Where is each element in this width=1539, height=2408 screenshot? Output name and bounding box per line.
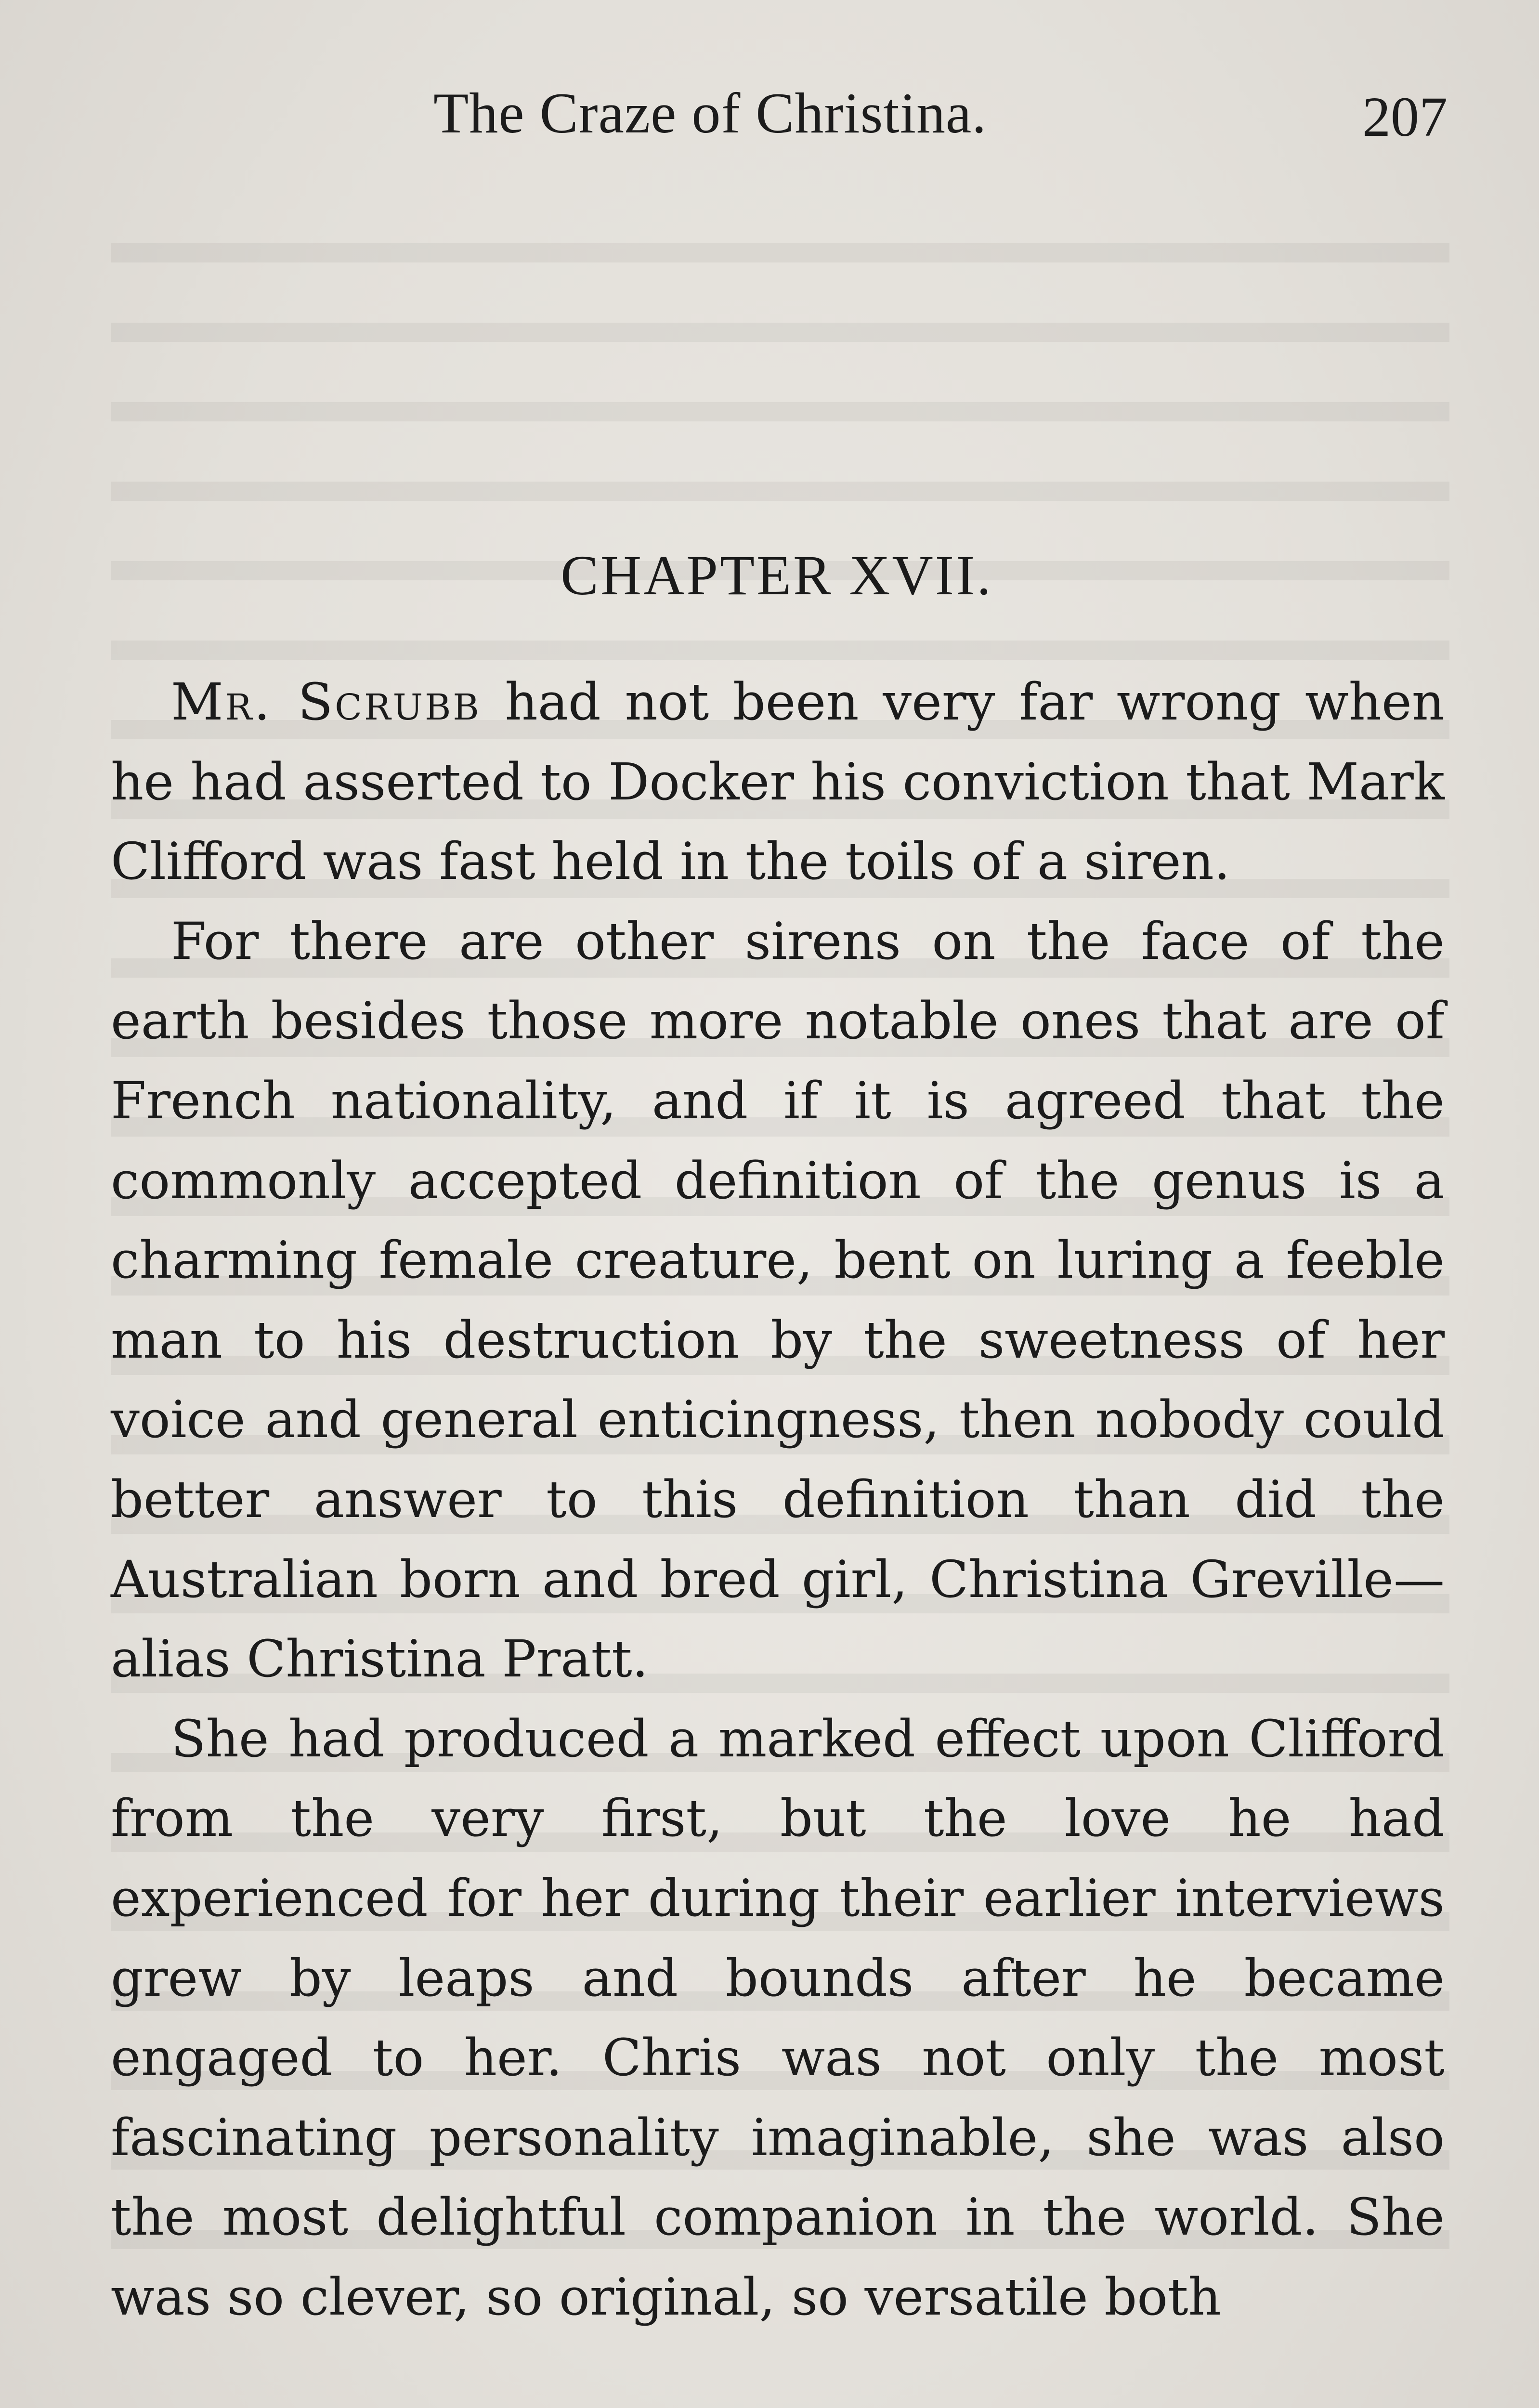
paragraph-lead: Mr. Scrubb <box>171 672 481 732</box>
body-text <box>111 662 1445 2337</box>
running-head <box>0 75 1539 171</box>
paragraph-text: had not been very far wrong when he had asserted to Docker his conviction that Mark Clifford was fast held in the toils of a siren. <box>111 672 1445 891</box>
paragraph-3: She had produced a marked effect upon Clifford from the very first, but the love he had experienced for her during their earlier interviews grew by leaps and bounds after he became engaged to her. Chris was not only the most fascinating personality imaginable, she was also the most delightful companion in the world. She was so clever, so original, so versatile both <box>111 1709 1445 2327</box>
paragraph-2: For there are other sirens on the face of the earth besides those more notable ones that are of French nationality, and if it is agreed that the commonly accepted definition of the genus is a charming female creature, bent on luring a feeble man to his destruction by the sweetness of her voice and general enticingness, then nobody could better answer to this definition than did the Australian born and bred girl, Christina Greville—alias Christina Pratt. <box>111 911 1445 1689</box>
page-number: 207 <box>1362 85 1448 148</box>
paragraph-1 <box>111 662 1445 902</box>
chapter-heading: CHAPTER XVII. <box>561 544 993 607</box>
running-title: The Craze of Christina. <box>433 81 987 145</box>
